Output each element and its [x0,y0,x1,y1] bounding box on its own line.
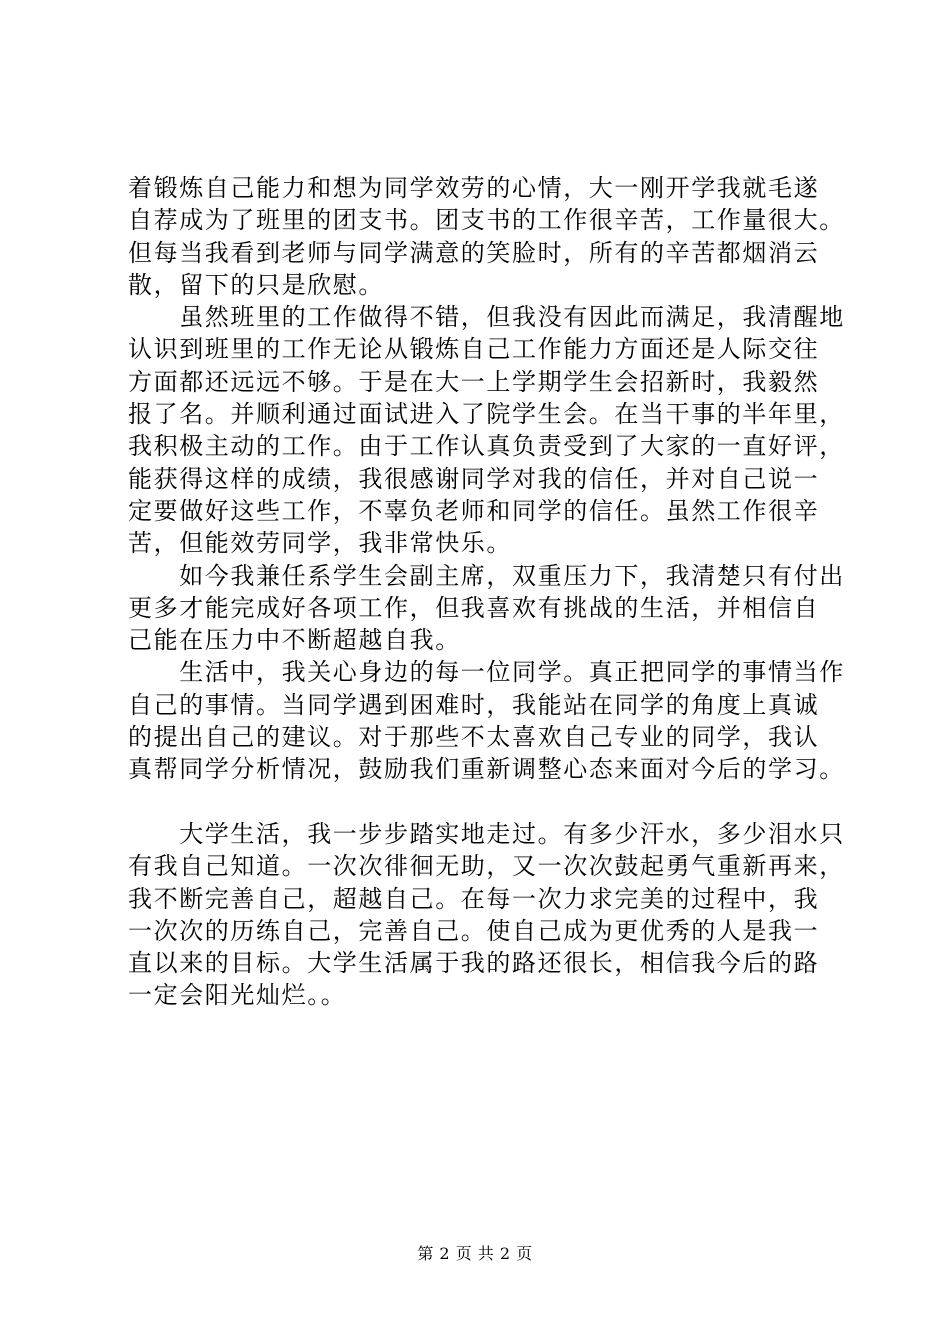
text-line: 着锻炼自己能力和想为同学效劳的心情，大一刚开学我就毛遂 [128,174,820,202]
blank-line [128,786,828,818]
text-line: 但每当我看到老师与同学满意的笑脸时，所有的辛苦都烟消云 [128,238,820,267]
text-line: 生活中，我关心身边的每一位同学。真正把同学的事情当作 [128,658,845,687]
page-footer [0,1243,950,1265]
text-line: 一定会阳光灿烂。。 [128,981,347,1010]
text-line: 能获得这样的成绩，我很感谢同学对我的信任，并对自己说一 [128,464,820,493]
text-line: 的提出自己的建议。对于那些不太喜欢自己专业的同学，我认 [128,723,820,752]
text-line: 定要做好这些工作，不辜负老师和同学的信任。虽然工作很辛 [128,496,820,525]
text-line: 直以来的目标。大学生活属于我的路还很长，相信我今后的路 [128,949,820,978]
body-text [128,172,845,1012]
text-line: 认识到班里的工作无论从锻炼自己工作能力方面还是人际交往 [128,335,820,364]
text-line: 如今我兼任系学生会副主席，双重压力下，我清楚只有付出 [128,561,845,590]
text-line: 自己的事情。当同学遇到困难时，我能站在同学的角度上真诚 [128,690,820,719]
text-line: 更多才能完成好各项工作，但我喜欢有挑战的生活，并相信自 [128,593,820,622]
text-line: 大学生活，我一步步踏实地走过。有多少汗水，多少泪水只 [128,819,845,848]
text-line: 一次次的历练自己，完善自己。使自己成为更优秀的人是我一 [128,916,820,945]
text-line: 自荐成为了班里的团支书。团支书的工作很辛苦，工作量很大。 [128,206,845,235]
text-line: 我积极主动的工作。由于工作认真负责受到了大家的一直好评， [128,432,845,461]
text-line: 苦，但能效劳同学，我非常快乐。 [128,529,512,558]
text-line: 报了名。并顺利通过面试进入了院学生会。在当干事的半年里， [128,400,845,429]
text-line: 散，留下的只是欣慰。 [128,270,384,299]
text-line: 有我自己知道。一次次徘徊无助，又一次次鼓起勇气重新再来， [128,852,845,881]
text-line: 真帮同学分析情况，鼓励我们重新调整心态来面对今后的学习。 [128,755,845,784]
text-line: 己能在压力中不断超越自我。 [128,626,461,655]
text-line: 方面都还远远不够。于是在大一上学期学生会招新时，我毅然 [128,367,820,396]
text-line: 虽然班里的工作做得不错，但我没有因此而满足，我清醒地 [128,303,845,332]
page-number-label: 第 2 页 共 2 页 [417,1244,533,1263]
text-line: 我不断完善自己，超越自己。在每一次力求完美的过程中，我 [128,884,820,913]
